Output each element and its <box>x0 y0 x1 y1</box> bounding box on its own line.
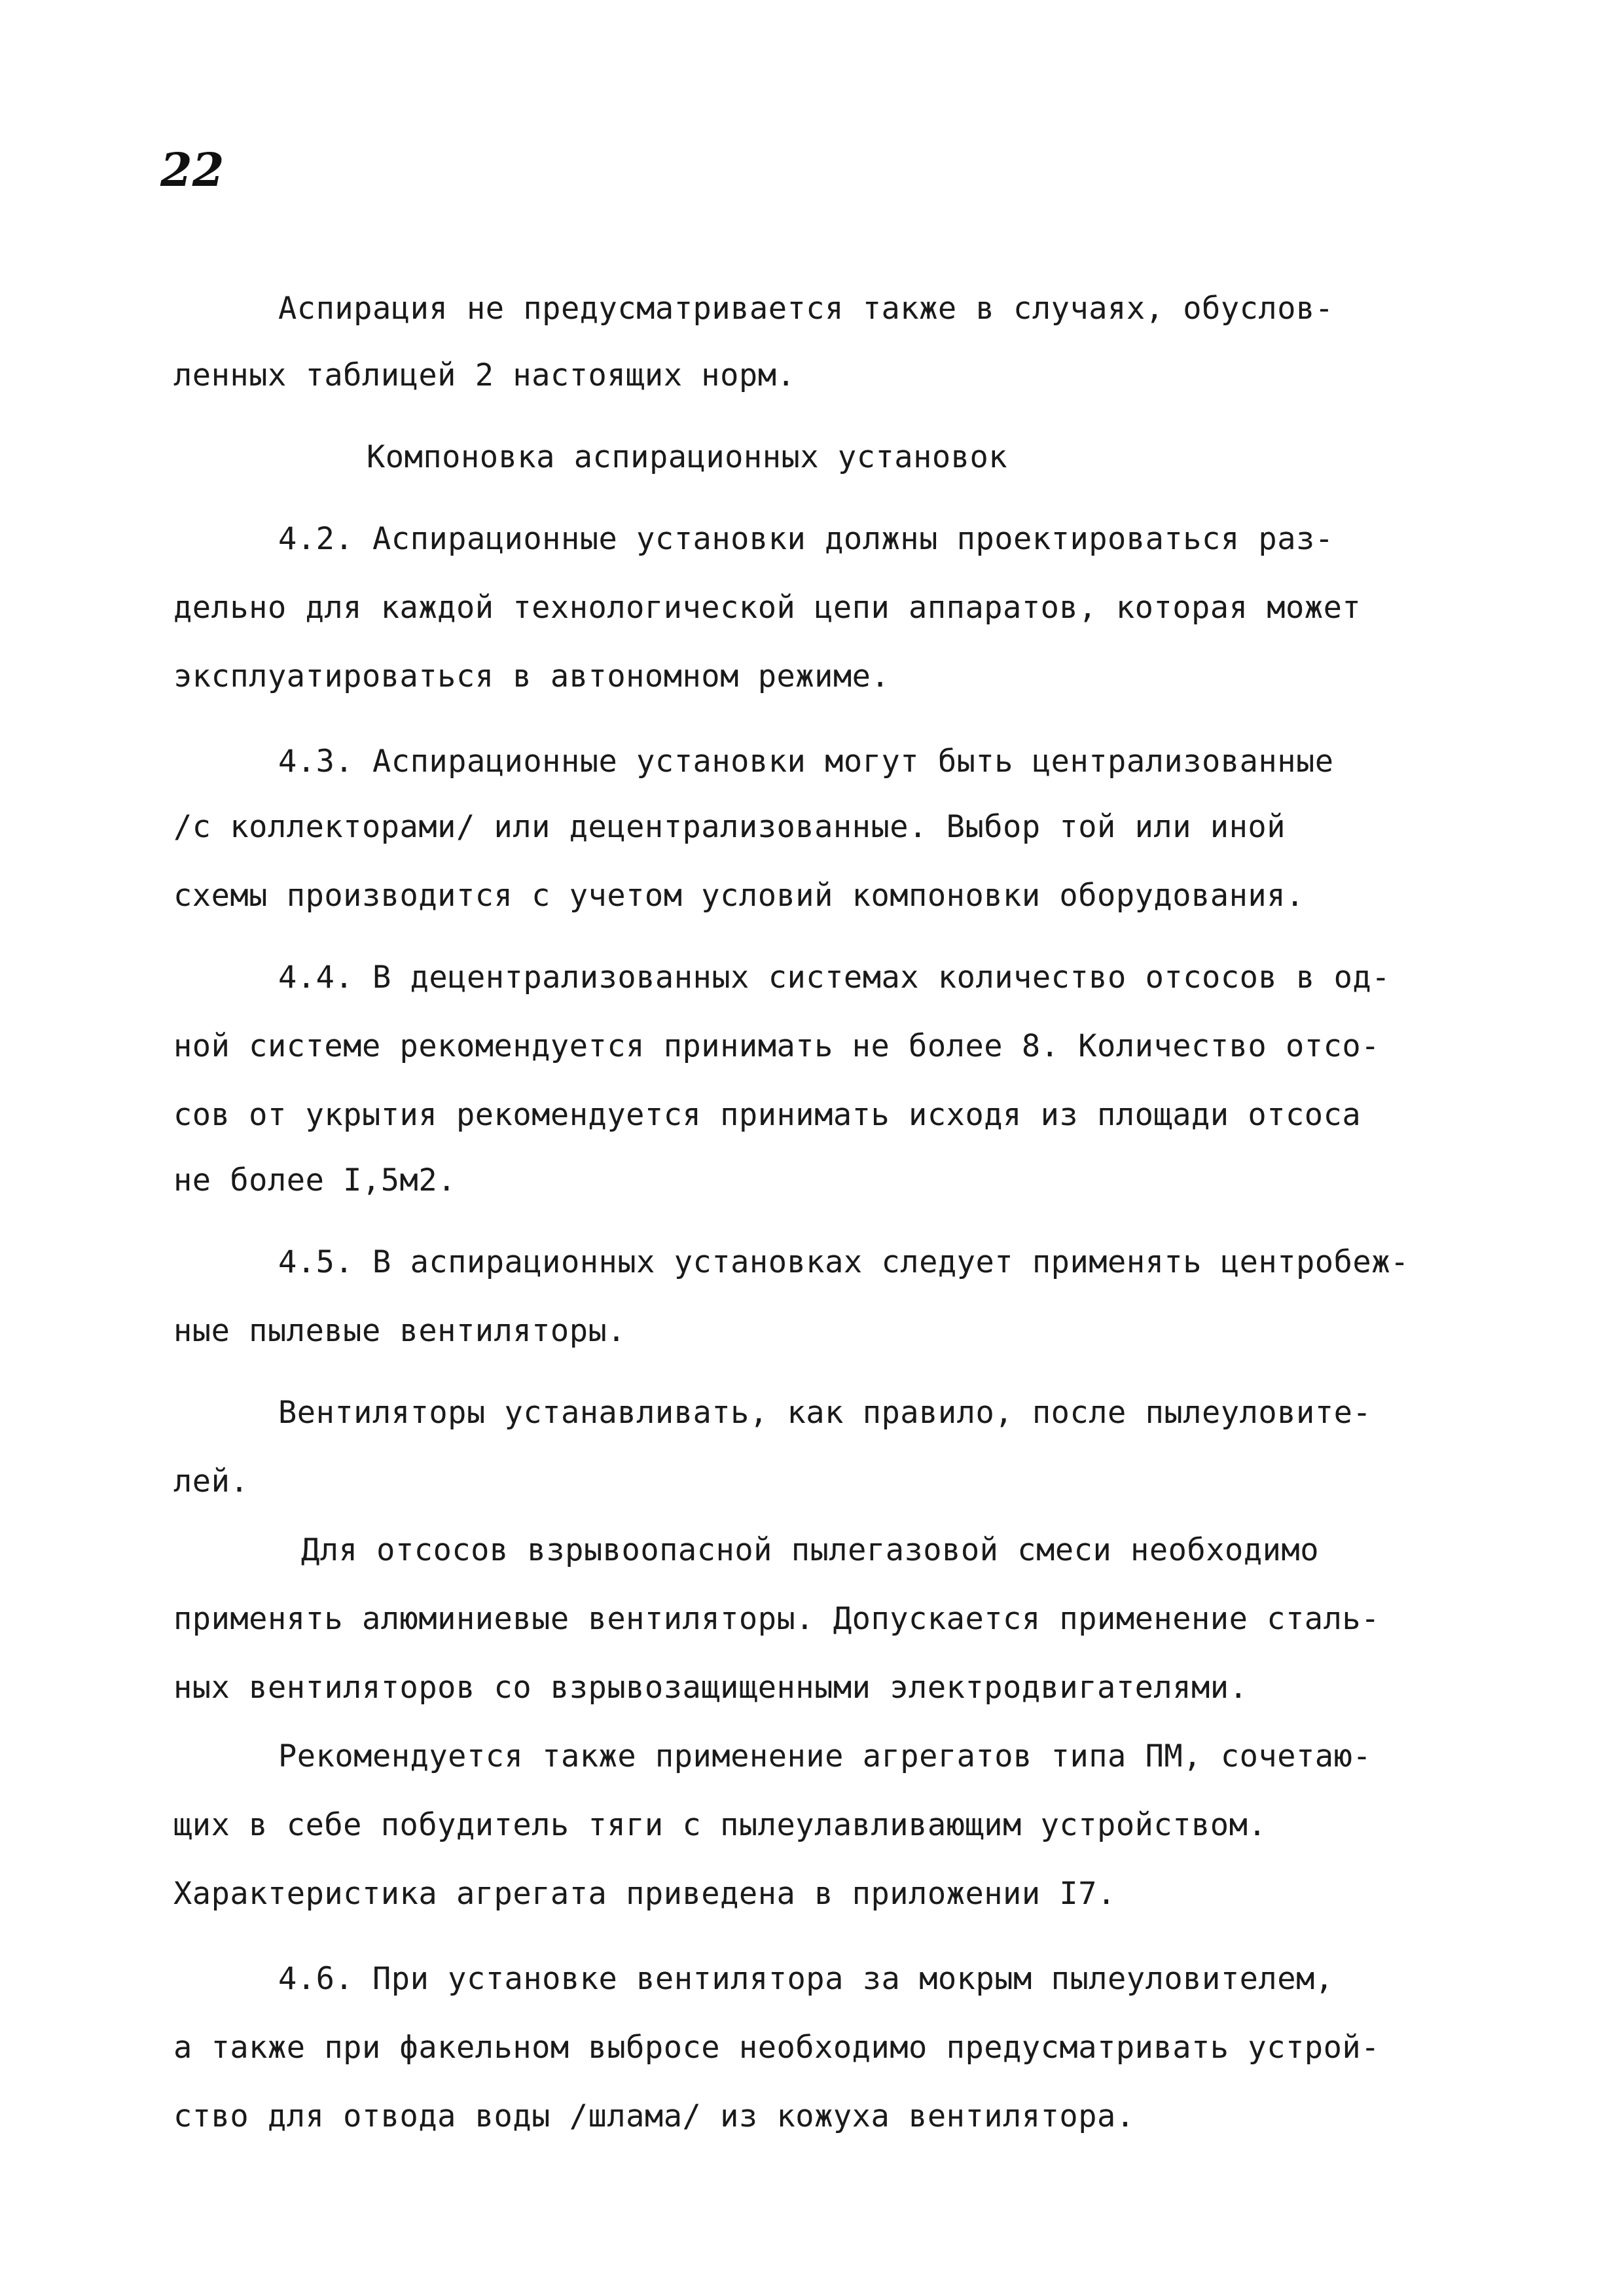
text-line: щих в себе побудитель тяги с пылеулавливающим устройством. <box>173 1807 1267 1843</box>
text-line: Вентиляторы устанавливать, как правило, после пылеуловите- <box>278 1395 1372 1431</box>
text-line: ной системе рекомендуется принимать не более 8. Количество отсо- <box>173 1028 1380 1064</box>
text-line: Для отсосов взрывоопасной пылегазовой смеси необходимо <box>301 1532 1320 1568</box>
text-line: Аспирация не предусматривается также в случаях, обуслов- <box>278 291 1334 327</box>
text-line: ные пылевые вентиляторы. <box>173 1313 626 1349</box>
text-line: дельно для каждой технологической цепи аппаратов, которая может <box>173 590 1362 626</box>
text-line: Характеристика агрегата приведена в приложении I7. <box>173 1876 1116 1912</box>
text-line: эксплуатироваться в автономном режиме. <box>173 658 890 694</box>
text-line: 4.4. В децентрализованных системах количество отсосов в од- <box>278 960 1390 996</box>
text-line: не более I,5м2. <box>173 1162 456 1198</box>
text-line: /с коллекторами/ или децентрализованные. Выбор той или иной <box>173 809 1286 845</box>
text-line: схемы производится с учетом условий компоновки оборудования. <box>173 878 1305 914</box>
section-heading: Компоновка аспирационных установок <box>367 439 1008 475</box>
text-line: лей. <box>173 1463 249 1499</box>
page-number: 22 <box>160 143 225 197</box>
text-line: применять алюминиевые вентиляторы. Допускается применение сталь- <box>173 1601 1380 1637</box>
text-line: ленных таблицей 2 настоящих норм. <box>173 357 796 393</box>
text-line: а также при факельном выбросе необходимо предусматривать устрой- <box>173 2030 1380 2066</box>
text-line: 4.6. При установке вентилятора за мокрым пылеуловителем, <box>278 1961 1334 1997</box>
text-line: 4.3. Аспирационные установки могут быть централизованные <box>278 744 1334 780</box>
text-line: Рекомендуется также применение агрегатов типа ПМ, сочетаю- <box>278 1738 1372 1774</box>
text-line: сов от укрытия рекомендуется принимать исходя из площади отсоса <box>173 1097 1362 1133</box>
text-line: 4.2. Аспирационные установки должны проектироваться раз- <box>278 521 1334 557</box>
text-line: ных вентиляторов со взрывозащищенными электродвигателями. <box>173 1670 1248 1706</box>
text-line: ство для отвода воды /шлама/ из кожуха вентилятора. <box>173 2098 1135 2134</box>
text-line: 4.5. В аспирационных установках следует применять центробеж- <box>278 1244 1409 1280</box>
